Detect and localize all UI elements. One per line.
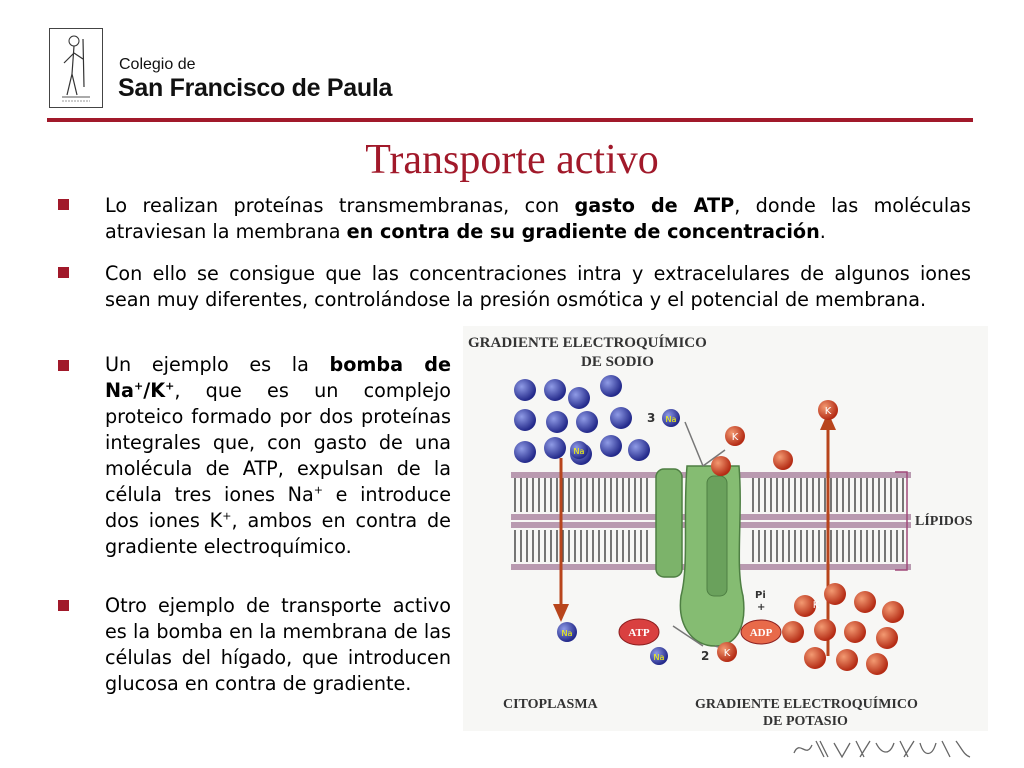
bullet1-part: , donde las moléculas atraviesan la membrana <box>105 194 971 243</box>
na-label: Na <box>665 415 677 424</box>
diagram-title-bottom: GRADIENTE ELECTROQUÍMICO <box>695 697 918 712</box>
na-label: Na <box>561 629 573 638</box>
adp-label: ADP <box>749 627 773 639</box>
diagram-title-top2: DE SODIO <box>581 354 654 370</box>
superscript: + <box>222 509 232 523</box>
bullet-marker <box>58 199 69 210</box>
bullet-text-2: Con ello se consigue que las concentraciones intra y extracelulares de algunos iones sean muy diferentes, controlándose la presión osmótica y el potencial de membrana. <box>105 262 971 311</box>
plus-label: + <box>757 602 766 613</box>
sodium-potassium-pump-diagram <box>463 326 988 731</box>
slide-title: Transporte activo <box>365 137 659 183</box>
bullet3-part: e introduce dos iones K <box>105 483 451 532</box>
na-label: Na <box>653 653 665 662</box>
potassium-ion <box>773 450 793 470</box>
diagram-title-bottom2: DE POTASIO <box>763 714 848 729</box>
header-divider <box>47 118 973 122</box>
potassium-ion <box>711 456 731 476</box>
bullet-marker <box>58 360 69 371</box>
k-label: K <box>723 648 731 659</box>
saint-figure-icon <box>50 29 102 107</box>
cytoplasm-label: CITOPLASMA <box>503 697 598 712</box>
k-label: K <box>824 406 832 417</box>
k-label: K <box>731 432 739 443</box>
bullet1-part: . <box>819 220 826 243</box>
superscript: + <box>313 483 323 497</box>
bullet-marker <box>58 600 69 611</box>
school-logo <box>49 28 103 108</box>
superscript: + <box>165 379 175 393</box>
bullet-text-1 <box>105 193 971 245</box>
bullet-marker <box>58 267 69 278</box>
na-label: Na <box>573 447 585 456</box>
diagram-title-top: GRADIENTE ELECTROQUÍMICO <box>468 335 707 351</box>
lipids-label: LÍPIDOS <box>915 514 973 529</box>
bullet1-bold-gradient: en contra de su gradiente de concentración <box>346 220 820 243</box>
bullet-text-3 <box>105 352 451 560</box>
pi-label: Pi <box>755 590 766 601</box>
bullet1-part: Lo realizan proteínas transmembranas, con <box>105 194 575 217</box>
bullet1-bold-atp: gasto de ATP <box>574 194 735 217</box>
bullet-text-4: Otro ejemplo de transporte activo es la bomba en la membrana de las células del hígado, que introducen glucosa en contra de gradiente. <box>105 594 451 695</box>
k-label: K <box>812 600 820 611</box>
superscript: + <box>134 379 144 393</box>
atp-label: ATP <box>628 627 650 639</box>
bullet3-bold-k: /K <box>143 379 166 402</box>
logo-line2: San Francisco de Paula <box>118 74 393 102</box>
count-3: 3 <box>647 411 656 425</box>
bullet3-bold-na: bomba de Na <box>105 353 451 402</box>
logo-line1: Colegio de <box>119 56 196 73</box>
bullet3-part: , ambos en contra de gradiente electroquímico. <box>105 509 451 558</box>
count-2: 2 <box>701 649 710 663</box>
bullet3-part: Un ejemplo es la <box>105 353 330 376</box>
bullet3-part: , que es un complejo proteico formado por dos proteínas integrales que, con gasto de una molécula de ATP, expulsan de la célula tres iones Na <box>105 379 451 506</box>
signature-decoration <box>790 735 980 763</box>
